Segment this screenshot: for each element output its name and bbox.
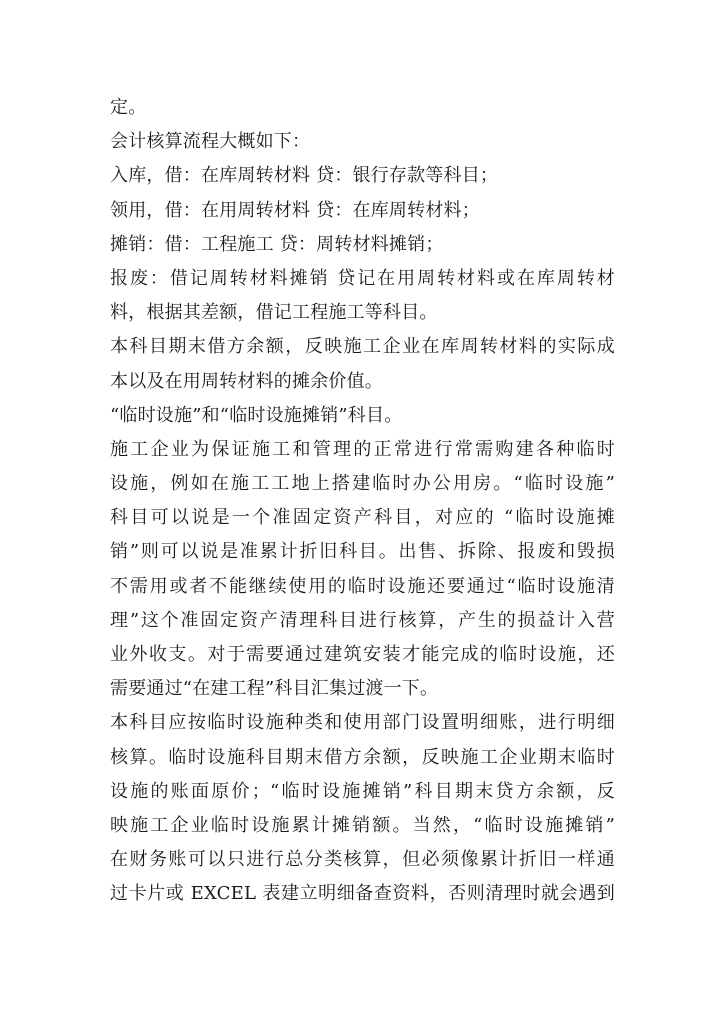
text-line: 摊销：借：工程施工 贷：周转材料摊销； [110,233,444,255]
text-line: 定。 [110,97,147,118]
text-line: 报废：借记周转材料摊销 贷记在用周转材料或在库周转材 [110,267,615,289]
text-line: 科目可以说是一个准固定资产科目，对应的 “临时设施摊 [110,507,615,529]
text-line: 理”这个准固定资产清理科目进行核算，产生的损益计入营 [110,609,615,631]
section-heading: “临时设施”和“临时设施摊销”科目。 [110,404,403,426]
text-line: 不需用或者不能继续使用的临时设施还要通过“临时设施清 [110,575,615,597]
text-line: 核算。临时设施科目期末借方余额，反映施工企业期末临时 [110,746,615,768]
text-line: 施工企业为保证施工和管理的正常进行常需购建各种临时 [110,438,615,460]
text-line: 在财务账可以只进行总分类核算，但必须像累计折旧一样通 [110,849,615,871]
document-body [110,91,615,912]
text-line: 本以及在用周转材料的摊余价值。 [110,370,383,392]
text-line: 本科目期末借方余额，反映施工企业在库周转材料的实际成 [110,336,615,358]
text-line: 销”则可以说是准累计折旧科目。出售、拆除、报废和毁损 [110,541,615,563]
text-line: 映施工企业临时设施累计摊销额。当然，“临时设施摊销” [110,814,615,836]
text-line: 过卡片或 EXCEL 表建立明细备查资料，否则清理时就会遇到 [110,883,615,905]
text-line: 业外收支。对于需要通过建筑安装才能完成的临时设施，还 [110,644,615,665]
text-line: 本科目应按临时设施种类和使用部门设置明细账，进行明细 [110,712,615,734]
text-line: 设施的账面原价；“临时设施摊销”科目期末贷方余额，反 [110,780,615,802]
text-line: 会计核算流程大概如下： [110,131,311,153]
text-line: 入库，借：在库周转材料 贷：银行存款等科目； [110,165,499,187]
text-line: 需要通过“在建工程”科目汇集过渡一下。 [110,678,439,700]
text-line: 设施，例如在施工工地上搭建临时办公用房。“临时设施” [110,473,615,495]
text-line: 料，根据其差额，借记工程施工等科目。 [110,302,438,324]
text-line: 领用，借：在用周转材料 贷：在库周转材料； [110,199,480,221]
